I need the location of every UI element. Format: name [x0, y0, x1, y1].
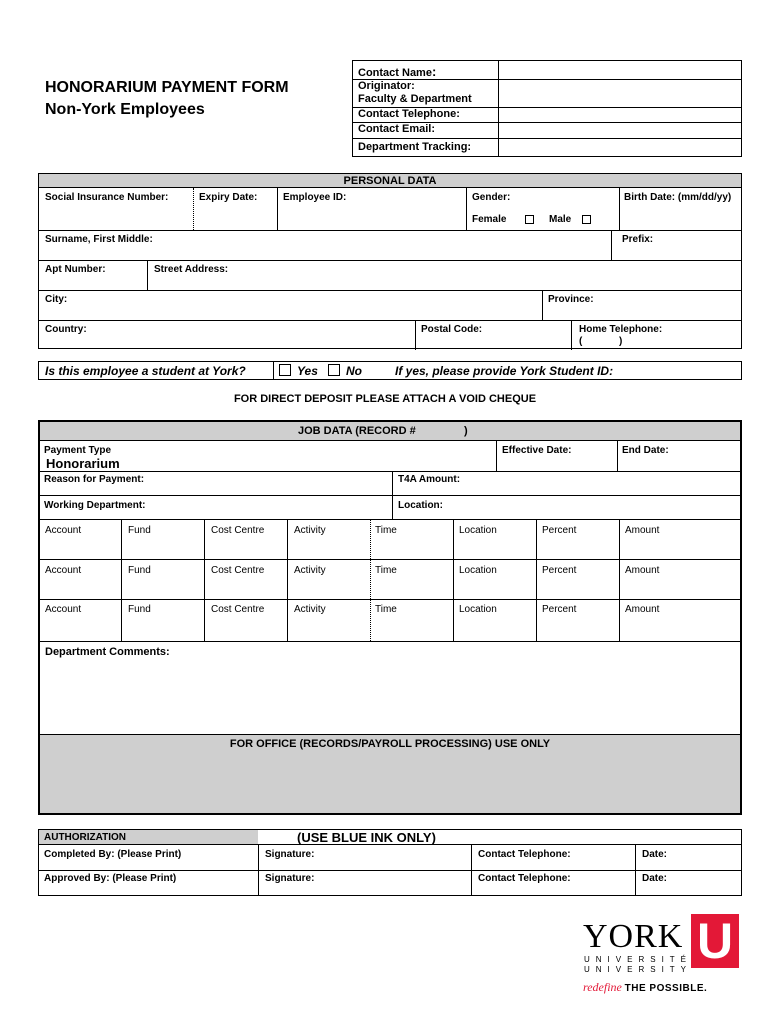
- york-logo: [580, 914, 742, 994]
- t4a-amount-field[interactable]: [464, 473, 740, 493]
- approved-by-label: Approved By: (Please Print): [44, 873, 177, 884]
- university-text: UNIVERSITY: [584, 965, 693, 974]
- street-address-field[interactable]: [149, 276, 741, 288]
- t4a-amount-label: T4A Amount:: [398, 474, 461, 485]
- city-label: City:: [45, 294, 68, 305]
- student-question-label: Is this employee a student at York?: [45, 364, 246, 378]
- postal-code-label: Postal Code:: [421, 324, 483, 335]
- contact-telephone-field[interactable]: [499, 108, 742, 122]
- time-label: Time: [375, 525, 397, 536]
- location-col-label: Location: [459, 525, 497, 536]
- completed-signature-label: Signature:: [265, 849, 315, 860]
- time-label: Time: [375, 565, 397, 576]
- amount-label: Amount: [625, 604, 660, 615]
- student-no-checkbox[interactable]: [328, 364, 340, 376]
- account-label: Account: [45, 565, 82, 576]
- student-question-row: [38, 361, 742, 380]
- male-label: Male: [549, 214, 572, 225]
- province-label: Province:: [548, 294, 594, 305]
- form-title: HONORARIUM PAYMENT FORM: [45, 79, 289, 96]
- fund-label: Fund: [128, 604, 151, 615]
- blue-ink-note: (USE BLUE INK ONLY): [297, 830, 436, 845]
- reason-for-payment-label: Reason for Payment:: [44, 474, 145, 485]
- job-location-field[interactable]: [445, 497, 740, 517]
- paren-open: (: [579, 336, 583, 347]
- birth-date-field[interactable]: [621, 204, 741, 228]
- personal-data-header: PERSONAL DATA: [343, 175, 437, 187]
- activity-label: Activity: [294, 604, 326, 615]
- faculty-department-label: Faculty & Department: [358, 93, 472, 105]
- prefix-field[interactable]: [613, 246, 741, 258]
- job-location-label: Location:: [398, 500, 443, 511]
- reason-for-payment-field[interactable]: [150, 473, 390, 493]
- surname-label: Surname, First Middle:: [45, 234, 153, 245]
- prefix-label: Prefix:: [622, 234, 654, 245]
- province-field[interactable]: [544, 306, 741, 318]
- contact-name-field[interactable]: [499, 61, 742, 79]
- male-checkbox[interactable]: [582, 215, 591, 224]
- home-telephone-label: Home Telephone:: [579, 324, 663, 335]
- end-date-field[interactable]: [619, 457, 740, 470]
- effective-date-field[interactable]: [498, 457, 615, 470]
- personal-data-section: [38, 173, 742, 349]
- account-label: Account: [45, 604, 82, 615]
- department-comments-label: Department Comments:: [45, 646, 170, 658]
- postal-code-field[interactable]: [417, 336, 569, 348]
- student-id-label: If yes, please provide York Student ID:: [395, 364, 614, 378]
- fund-label: Fund: [128, 565, 151, 576]
- working-department-field[interactable]: [150, 497, 390, 517]
- approved-contact-telephone-label: Contact Telephone:: [478, 873, 571, 884]
- time-label: Time: [375, 604, 397, 615]
- direct-deposit-note: FOR DIRECT DEPOSIT PLEASE ATTACH A VOID CHEQUE: [233, 393, 537, 405]
- female-checkbox[interactable]: [525, 215, 534, 224]
- office-use-header: FOR OFFICE (RECORDS/PAYROLL PROCESSING) USE ONLY: [229, 738, 551, 750]
- end-date-label: End Date:: [622, 445, 669, 456]
- fund-label: Fund: [128, 525, 151, 536]
- student-yes-label: Yes: [297, 364, 318, 378]
- contact-email-label: Contact Email:: [358, 123, 436, 135]
- payment-type-value: Honorarium: [46, 456, 120, 471]
- paren-close: ): [619, 336, 623, 347]
- working-department-label: Working Department:: [44, 500, 146, 511]
- location-col-label: Location: [459, 565, 497, 576]
- country-label: Country:: [45, 324, 87, 335]
- cost-centre-label: Cost Centre: [211, 525, 265, 536]
- york-wordmark: YORK: [583, 918, 684, 955]
- apt-number-label: Apt Number:: [45, 264, 106, 275]
- cost-centre-label: Cost Centre: [211, 565, 265, 576]
- authorization-header: AUTHORIZATION: [44, 832, 127, 843]
- york-u-mark: U: [691, 914, 739, 968]
- percent-label: Percent: [542, 565, 577, 576]
- student-no-label: No: [346, 364, 362, 378]
- completed-contact-telephone-label: Contact Telephone:: [478, 849, 571, 860]
- completed-date-label: Date:: [642, 849, 668, 860]
- amount-label: Amount: [625, 525, 660, 536]
- completed-by-label: Completed By: (Please Print): [44, 849, 182, 860]
- sin-field[interactable]: [41, 204, 191, 228]
- department-comments-field[interactable]: [44, 662, 738, 732]
- expiry-date-field[interactable]: [195, 204, 275, 228]
- approved-signature-label: Signature:: [265, 873, 315, 884]
- street-address-label: Street Address:: [154, 264, 229, 275]
- amount-label: Amount: [625, 565, 660, 576]
- originator-label: Originator:: [358, 80, 415, 92]
- employee-id-field[interactable]: [279, 204, 464, 228]
- completed-by-field[interactable]: [41, 860, 256, 869]
- effective-date-label: Effective Date:: [502, 445, 572, 456]
- home-telephone-field[interactable]: [631, 336, 741, 348]
- gender-label: Gender:: [472, 192, 511, 203]
- record-number-field[interactable]: [418, 424, 462, 439]
- percent-label: Percent: [542, 604, 577, 615]
- job-data-section: [38, 420, 742, 815]
- contact-email-field[interactable]: [499, 123, 742, 138]
- department-tracking-label: Department Tracking:: [358, 141, 472, 153]
- location-col-label: Location: [459, 604, 497, 615]
- cost-centre-label: Cost Centre: [211, 604, 265, 615]
- surname-field[interactable]: [169, 232, 609, 258]
- country-field[interactable]: [99, 322, 413, 348]
- department-tracking-field[interactable]: [499, 139, 742, 157]
- activity-label: Activity: [294, 525, 326, 536]
- activity-label: Activity: [294, 565, 326, 576]
- city-field[interactable]: [79, 292, 539, 318]
- contact-box: [352, 60, 742, 157]
- sin-label: Social Insurance Number:: [45, 192, 169, 203]
- expiry-date-label: Expiry Date:: [199, 192, 258, 203]
- percent-label: Percent: [542, 525, 577, 536]
- faculty-department-field[interactable]: [499, 80, 742, 107]
- birth-date-label: Birth Date: (mm/dd/yy): [624, 192, 732, 203]
- account-label: Account: [45, 525, 82, 536]
- form-subtitle: Non-York Employees: [45, 101, 205, 118]
- payment-type-label: Payment Type: [44, 445, 112, 456]
- universite-text: UNIVERSITÉ: [584, 955, 693, 964]
- contact-name-label: Contact Name:: [358, 64, 437, 79]
- apt-number-field[interactable]: [41, 276, 145, 288]
- contact-telephone-label: Contact Telephone:: [358, 108, 460, 120]
- job-data-header-close: ): [464, 425, 468, 437]
- tagline: redefine THE POSSIBLE.: [583, 980, 708, 994]
- job-data-header: JOB DATA (RECORD #: [298, 425, 416, 437]
- student-yes-checkbox[interactable]: [279, 364, 291, 376]
- approved-date-label: Date:: [642, 873, 668, 884]
- female-label: Female: [472, 214, 507, 225]
- employee-id-label: Employee ID:: [283, 192, 347, 203]
- approved-by-field[interactable]: [41, 885, 256, 895]
- student-id-field[interactable]: [631, 363, 741, 379]
- authorization-section: [38, 829, 742, 896]
